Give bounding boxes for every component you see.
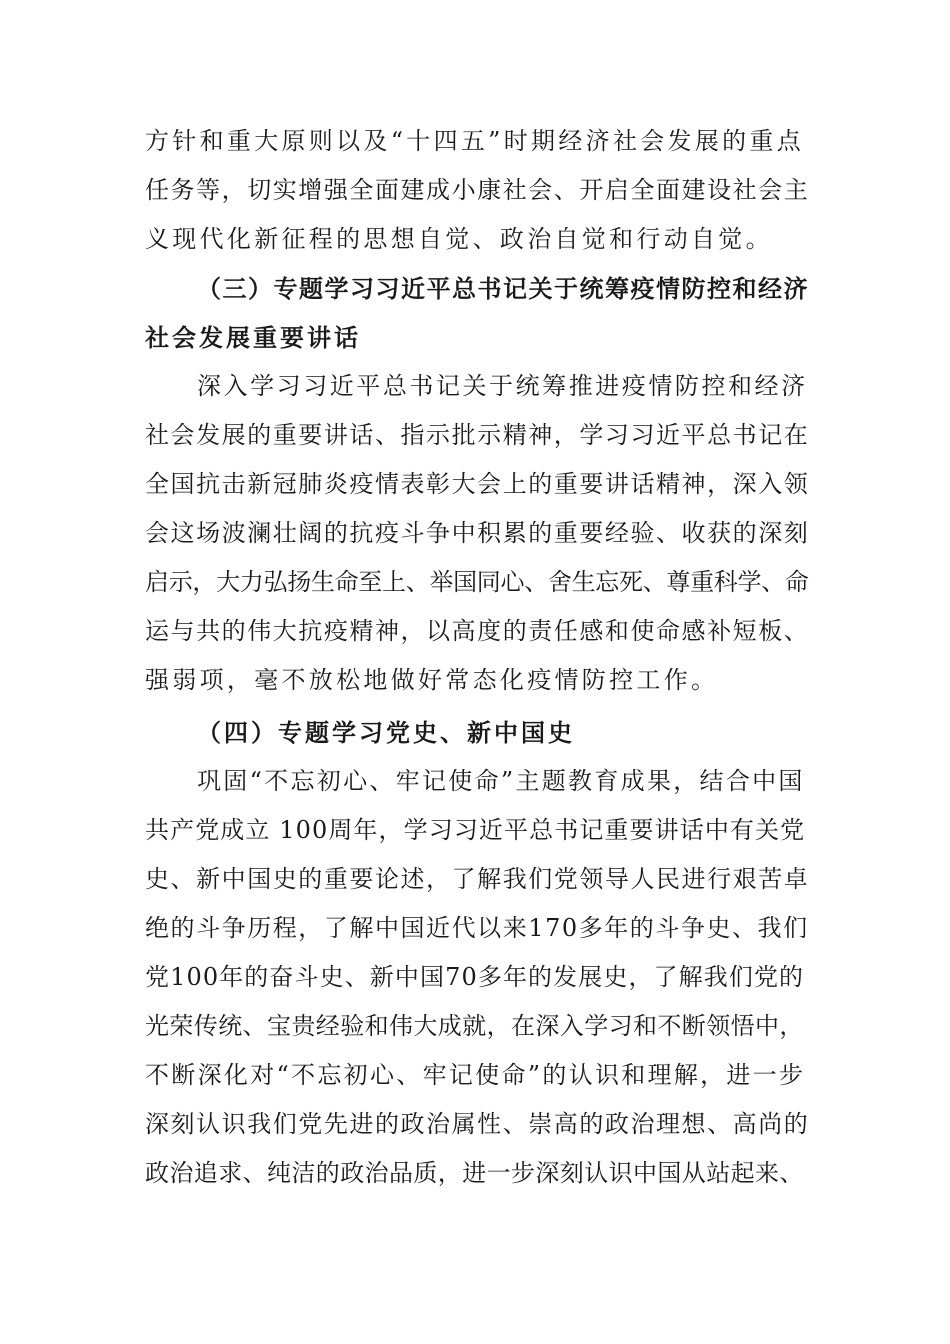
text-line: 深刻认识我们党先进的政治属性、崇高的政治理想、高尚的 xyxy=(145,1110,810,1138)
text-line: 深入学习习近平总书记关于统筹推进疫情防控和经济 xyxy=(197,372,808,400)
text-line: 强弱项，毫不放松地做好常态化疫情防控工作。 xyxy=(145,666,719,694)
text-line: 方针和重大原则以及“十四五”时期经济社会发展的重点 xyxy=(145,127,805,155)
text-line: 运与共的伟大抗疫精神，以高度的责任感和使命感补短板、 xyxy=(145,617,810,645)
text-line: 全国抗击新冠肺炎疫情表彰大会上的重要讲话精神，深入领 xyxy=(145,470,810,498)
text-line: 启示，大力弘扬生命至上、举国同心、舍生忘死、尊重科学、命 xyxy=(145,568,809,596)
text-line: 政治追求、纯洁的政治品质，进一步深刻认识中国从站起来、 xyxy=(145,1159,804,1187)
text-line: 义现代化新征程的思想自觉、政治自觉和行动自觉。 xyxy=(145,225,773,253)
text-line: 不断深化对“不忘初心、牢记使命”的认识和理解，进一步 xyxy=(145,1061,806,1089)
text-line: 史、新中国史的重要论述，了解我们党领导人民进行艰苦卓 xyxy=(145,865,810,893)
heading-line: （三）专题学习习近平总书记关于统筹疫情防控和经济 xyxy=(197,274,809,303)
text-line: 任务等，切实增强全面建成小康社会、开启全面建设社会主 xyxy=(145,176,810,204)
text-line: 社会发展的重要讲话、指示批示精神，学习习近平总书记在 xyxy=(145,421,810,449)
heading-line: 社会发展重要讲话 xyxy=(145,323,361,352)
paragraph-section-4 xyxy=(145,757,810,1198)
text-line: 光荣传统、宝贵经验和伟大成就，在深入学习和不断领悟中， xyxy=(145,1012,804,1040)
text-line: 会这场波澜壮阔的抗疫斗争中积累的重要经验、收获的深刻 xyxy=(145,519,810,547)
text-line: 共产党成立 100周年，学习习近平总书记重要讲话中有关党 xyxy=(145,816,806,844)
paragraph-section-3 xyxy=(145,362,810,705)
text-line: 巩固“不忘初心、牢记使命”主题教育成果，结合中国 xyxy=(197,767,805,795)
text-line: 党100年的奋斗史、新中国70多年的发展史，了解我们党的 xyxy=(145,963,805,991)
section-heading-3 xyxy=(145,264,810,362)
section-heading-4 xyxy=(145,708,810,757)
heading-line: （四）专题学习党史、新中国史 xyxy=(197,718,575,747)
text-line: 绝的斗争历程，了解中国近代以来170多年的斗争史、我们 xyxy=(145,914,809,942)
paragraph-continued xyxy=(145,117,810,264)
